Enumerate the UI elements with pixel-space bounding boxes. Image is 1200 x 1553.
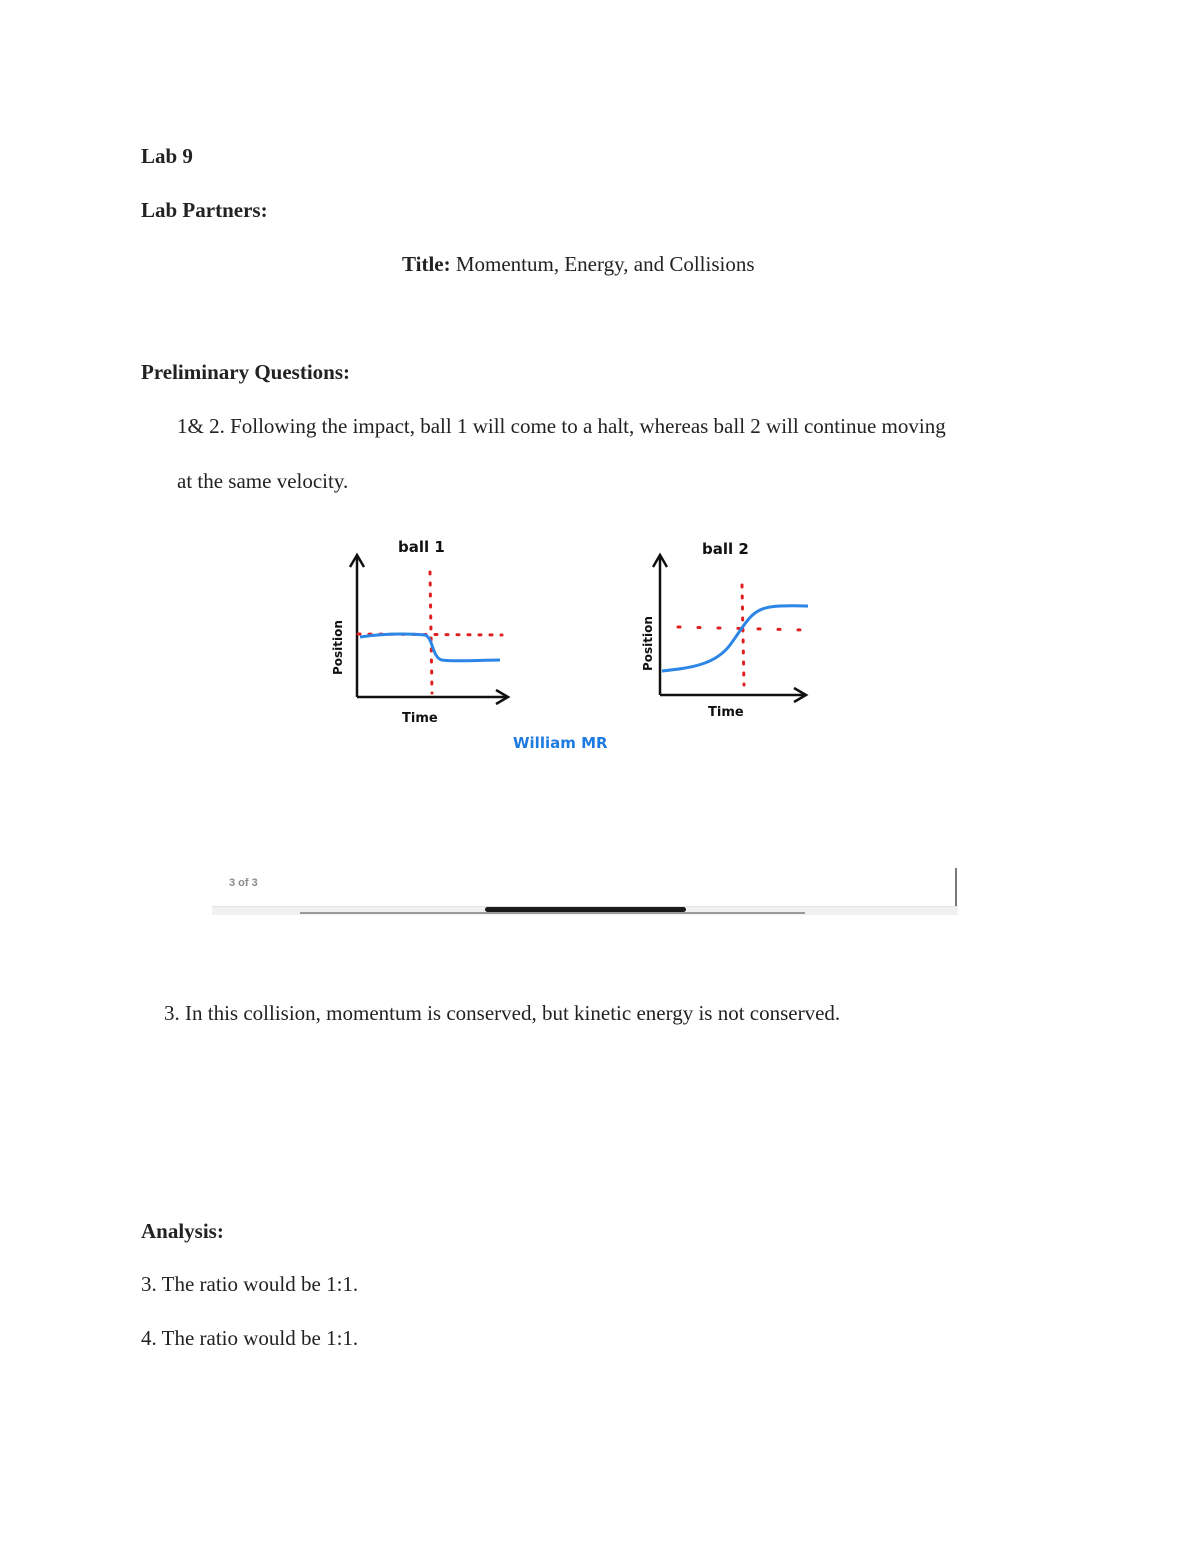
answer-q12-line1: 1& 2. Following the impact, ball 1 will come to a halt, whereas ball 2 will continue moving — [177, 414, 946, 438]
answer-q3: 3. In this collision, momentum is conserved, but kinetic energy is not conserved. — [164, 1001, 841, 1025]
graph-ball-1 — [331, 538, 508, 726]
graph2-ylabel: Position — [641, 616, 655, 671]
answer-q12-line2: at the same velocity. — [177, 469, 349, 493]
graph-ball-2 — [641, 540, 808, 720]
analysis-answer-3: 3. The ratio would be 1:1. — [141, 1272, 359, 1296]
analysis-heading: Analysis: — [141, 1219, 224, 1243]
graph1-impact-line — [430, 572, 432, 693]
graph1-title: ball 1 — [398, 538, 445, 556]
graph2-curve — [662, 606, 808, 671]
signature: William MR — [513, 734, 608, 752]
lab-partners-label: Lab Partners: — [141, 198, 268, 222]
graph2-impact-line — [742, 585, 744, 685]
title-line — [402, 254, 755, 275]
graph1-ylabel: Position — [331, 620, 345, 675]
graph1-xlabel: Time — [402, 711, 438, 726]
page-count: 3 of 3 — [229, 877, 258, 889]
graph2-xlabel: Time — [708, 705, 744, 720]
graph2-title: ball 2 — [702, 540, 749, 558]
hand-drawn-graphs — [320, 525, 840, 765]
title-text: Momentum, Energy, and Collisions — [450, 252, 755, 276]
preliminary-heading: Preliminary Questions: — [141, 360, 351, 384]
graph1-curve — [360, 634, 500, 661]
lab-number: Lab 9 — [141, 144, 193, 168]
scrollbar-rail — [300, 912, 805, 914]
analysis-answer-4: 4. The ratio would be 1:1. — [141, 1326, 359, 1350]
title-label: Title: — [402, 252, 451, 276]
toolbar-edge — [955, 868, 957, 908]
scrollbar-thumb[interactable] — [485, 907, 686, 912]
